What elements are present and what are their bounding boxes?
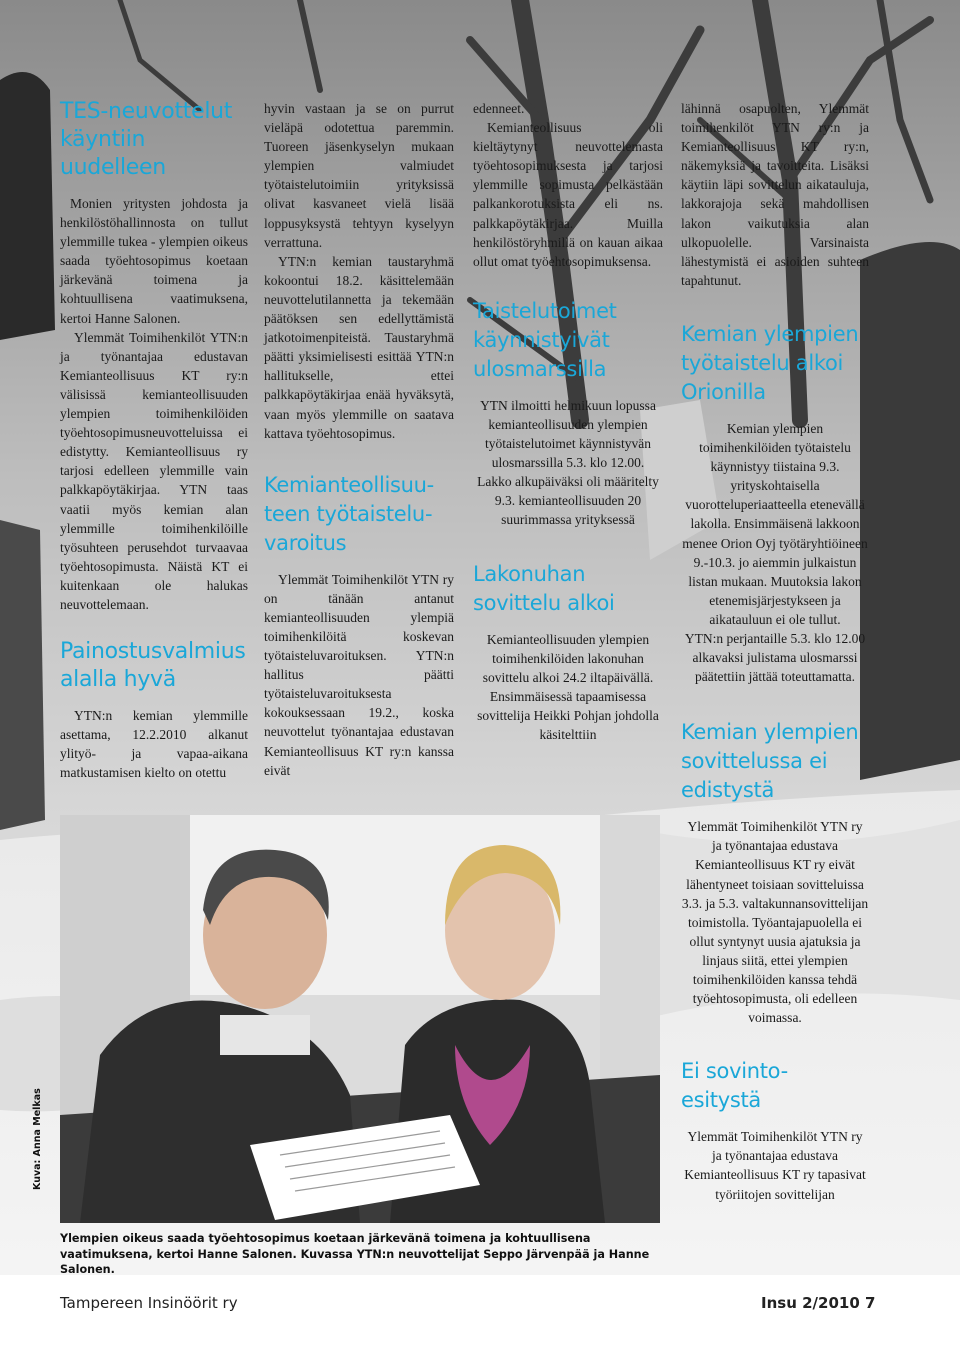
- col3-paragraph-4: Kemianteollisuuden ylempien toimihenkilöiden lakonuhan sovittelu alkoi 24.2 iltapäivällä. Ensimmäisessä tapaamisessa sovittelija Heikki Pohjan johdolla käsitelttiin: [477, 631, 659, 742]
- photo-caption: Ylempien oikeus saada työehtosopimus koetaan järkevänä toimena ja kohtuullisena vaatimuksena, kertoi Hanne Salonen. Kuvassa YTN:n neuvottelijat Seppo Järvenpää ja Hanne Salonen.: [60, 1232, 650, 1277]
- heading-sovittelussa-ei-edistysta: Kemian ylempien sovittelussa ei edistystä: [681, 720, 859, 803]
- col4-paragraph-1: lähinnä osapuolten, Ylemmät toimihenkilöt YTN ry:n ja Kemianteollisuus KT ry:n, näkemyksiä ja tavoitteita. Lisäksi käytiin läpi sovittelun aikatauluja, lakkorajoja sekä mahdollisen lakon vaikutuksia alan ulkopuolelle. Varsinaista lähestymistä ei asioiden suhteen tapahtunut.: [681, 101, 869, 288]
- footer-publisher: Tampereen Insinöörit ry: [60, 1294, 238, 1312]
- photo-credit: Kuva: Anna Melkas: [32, 1088, 43, 1190]
- column-1: [60, 98, 248, 782]
- col1-paragraph-3: YTN:n kemian ylemmille asettama, 12.2.2010 alkanut ylityö- ja vapaa-aikana matkustamisen kielto on otettu: [60, 708, 248, 781]
- footer-issue-page: Insu 2/2010 7: [761, 1294, 876, 1312]
- col4-paragraph-5: Ylemmät Toimihenkilöt YTN ry ja työnantajaa edustava Kemianteollisuus KT ry tapasivat työriitojen sovittelijan: [684, 1129, 866, 1202]
- col4-paragraph-4: Ylemmät Toimihenkilöt YTN ry ja työnantajaa edustava Kemianteollisuus KT ry eivät lähentyneet toisiaan sovitteluissa 3.3. ja 5.3. valtakunnansovittelijan toimistolla. Työantajapuolella ei ollut syntynyt uusia ajatuksia ja linjaus siitä, ettei ylempien toimihenkilöiden kanssa tehdä työehtosopimusta, oli edelleen voimassa.: [681, 819, 869, 1026]
- column-3: [473, 99, 663, 744]
- col3-paragraph-3: YTN ilmoitti helmikuun lopussa kemianteollisuuden ylempien työtaistelutoimet käynnistyvän ulosmarssilla 5.3. klo 12.00. Lakko alkupäiväksi oli määritelty 9.3. kemianteollisuuden 20 suurimmassa yrityksessä: [477, 397, 659, 528]
- col2-paragraph-2: YTN:n kemian taustaryhmä kokoontui 18.2. käsittelemään neuvottelutilannetta ja tekemään päätöksen sen edellyttämistä jatkotoimenpiteistä. Taustaryhmä päätti yksimielisesti esittää YTN:n hallitukselle, ettei palkkapöytäkirjaa enää hyväksytä, vaan myös ylemmille on saatava kattava työehtosopimus.: [264, 253, 454, 441]
- column-4: [681, 99, 869, 1204]
- col1-paragraph-1: Monien yritysten johdosta ja henkilöstöhallinnosta on tullut ylemmille tukea - ylempien oikeus saada työehtosopimus koetaan järkevänä toimena ja kohtuullisena vaatimuksena, kertoi Hanne Salonen.: [60, 196, 248, 326]
- col4-paragraph-2: Kemian ylempien toimihenkilöiden työtaistelu käynnistyy tiistaina 9.3. yrityskohtaisella vuorotteluperiaatteella etenevällä lakolla. Ensimmäisenä lakkoon menee Orion Oyj työtäryhtiöineen 9.-10.3. jo aiemmin julkaistun listan mukaan. Muutoksia lakon etenemisjärjestykseen ja aikatauluun ei ole tullut.: [682, 420, 868, 627]
- col3-paragraph-1: edenneet.: [473, 101, 525, 116]
- heading-tyotaisteluvaroitus: Kemianteollisuu- teen työtaistelu- varoitus: [264, 472, 434, 555]
- col3-paragraph-2: Kemianteollisuus oli kieltäytynyt neuvottelemasta työehtosopimuksesta ja tarjosi ylemmille sopimusta pelkästään palkankorotuksista eli ns. palkkapöytäkirjaa. Muilla henkilöstöryhmillä on kauan aikaa ollut omat työehtosopimuksensa.: [473, 120, 663, 269]
- heading-taistelutoimet: Taistelutoimet käynnistyivät ulosmarssilla: [473, 298, 617, 381]
- col2-paragraph-3: Ylemmät Toimihenkilöt YTN ry on tänään antanut kemianteollisuuden ylempiä toimihenkilöitä koskevan työtaisteluvaroituksen. YTN:n hallitus päätti työtaisteluvaroituksesta kokouksessaan 19.2., koska neuvottelut työnantajaa edustavan Kemianteollisuus KT ry:n kanssa eivät: [264, 571, 454, 778]
- heading-painostusvalmius: Painostusvalmius alalla hyvä: [60, 639, 246, 693]
- heading-tes-neuvottelut: TES-neuvottelut käyntiin uudelleen: [60, 99, 233, 180]
- negotiators-photo: [60, 815, 660, 1223]
- heading-lakonuhan-sovittelu: Lakonuhan sovittelu alkoi: [473, 561, 615, 615]
- col1-paragraph-2: Ylemmät Toimihenkilöt YTN:n ja työnantajaa edustavan Kemianteollisuus KT ry:n välisissä kemianteollisuuden ylempien toimihenkilöiden työehtosopimusneuvotteluissa ei edistytty. Kemianteollisuus ry tarjosi edelleen ylemmille vain palkkapöytäkirjaa. YTN taas vaatii myös kemian alan ylemmille toimihenkilöille työsuhteen perusehdot turvaavaa työehtosopimusta. Näistä KT ei kuitenkaan ole halukas neuvottelemaan.: [60, 329, 248, 612]
- col4-paragraph-3: YTN:n perjantaille 5.3. klo 12.00 alkavaksi julistama ulosmarssi päätettiin jättää toteuttamatta.: [684, 630, 866, 685]
- heading-ei-sovintoesitysta: Ei sovinto- esitystä: [681, 1059, 788, 1113]
- photo-illustration: [60, 815, 660, 1223]
- heading-tyotaistelu-orionilla: Kemian ylempien työtaistelu alkoi Orionilla: [681, 321, 859, 404]
- col2-paragraph-1: hyvin vastaan ja se on purrut vieläpä odotettua paremmin. Tuoreen jäsenkyselyn mukaan ylempien valmiudet työtaistelutoimiin yrityksissä olivat kasvaneet vielä lisää loppusyksystä tehtyyn kyselyyn verrattuna.: [264, 101, 454, 250]
- column-2: [264, 99, 454, 780]
